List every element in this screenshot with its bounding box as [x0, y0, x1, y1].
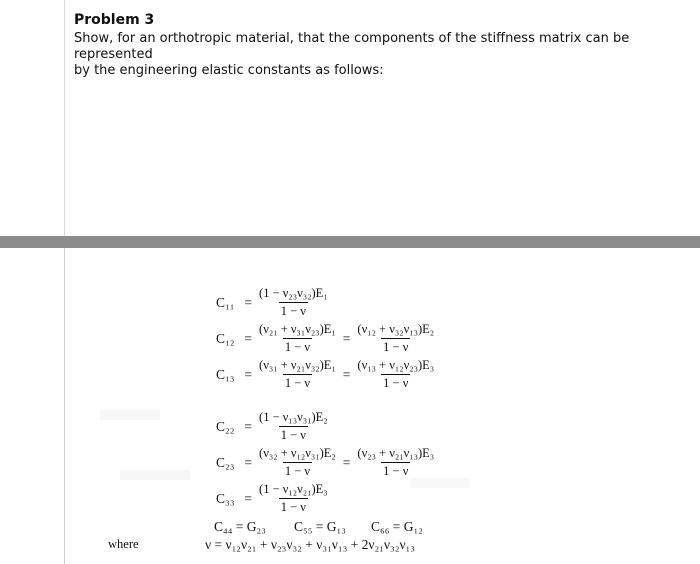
equals-sign: =	[244, 330, 253, 346]
c22-fraction	[257, 410, 330, 443]
where-label: where	[108, 537, 139, 551]
c33-symbol: C₃₃	[216, 490, 235, 506]
c11-fraction	[257, 286, 330, 319]
bleed-through-artifact	[100, 410, 160, 420]
equals-sign: =	[244, 294, 253, 310]
equation-c33	[216, 482, 330, 515]
equals-sign: =	[342, 330, 351, 346]
equation-c23	[216, 446, 436, 479]
c23-denominator-2: 1 − ν	[383, 464, 409, 478]
equals-sign: =	[244, 366, 253, 382]
c33-fraction	[257, 482, 330, 515]
c13-symbol: C₁₃	[216, 366, 235, 382]
c33-denominator: 1 − ν	[280, 500, 306, 514]
c22-symbol: C₂₂	[216, 418, 235, 434]
equation-c44: C₄₄ = G₂₃	[214, 519, 266, 534]
equals-sign: =	[342, 454, 351, 470]
c23-numerator-1: (ν₃₂ + ν₁₂ν₃₁)E₂	[259, 446, 336, 460]
c22-numerator: (1 − ν₁₃ν₃₁)E₂	[259, 410, 328, 424]
c13-denominator-1: 1 − ν	[284, 376, 311, 390]
c12-numerator-2: (ν₁₂ + ν₃₂ν₁₃)E₂	[357, 322, 435, 336]
c23-symbol: C₂₃	[216, 454, 235, 470]
problem-statement	[74, 31, 674, 79]
separator-band	[0, 236, 700, 248]
c13-numerator-2: (ν₁₃ + ν₁₂ν₂₃)E₃	[357, 358, 435, 372]
c23-numerator-2: (ν₂₃ + ν₂₁ν₁₃)E₃	[357, 446, 435, 460]
c13-fraction-1	[257, 358, 338, 391]
c23-fraction-2	[355, 446, 436, 479]
c12-fraction-2	[355, 322, 436, 355]
equation-c13	[216, 358, 436, 391]
c22-denominator: 1 − ν	[280, 428, 306, 442]
problem-statement-line-1: Show, for an orthotropic material, that the components of the stiffness matrix can be represented	[74, 31, 630, 62]
c33-numerator: (1 − ν₁₂ν₂₁)E₃	[259, 482, 328, 496]
equals-sign: =	[342, 366, 351, 382]
c12-symbol: C₁₂	[216, 330, 235, 346]
equation-c12	[216, 322, 436, 355]
c11-denominator: 1 − ν	[280, 304, 306, 318]
equation-c55: C₅₅ = G₁₃	[294, 519, 346, 534]
c12-denominator-2: 1 − ν	[383, 340, 409, 354]
c12-numerator-1: (ν₂₁ + ν₃₁ν₂₃)E₁	[259, 322, 336, 336]
equation-image-panel	[64, 248, 700, 564]
c12-denominator-1: 1 − ν	[284, 340, 311, 354]
c23-fraction-1	[257, 446, 338, 479]
c13-fraction-2	[355, 358, 436, 391]
c12-fraction-1	[257, 322, 338, 355]
c23-denominator-1: 1 − ν	[284, 464, 311, 478]
equals-sign: =	[244, 490, 253, 506]
bleed-through-artifact	[410, 478, 470, 488]
c11-symbol: C₁₁	[216, 294, 235, 310]
equation-c22	[216, 410, 330, 443]
c13-denominator-2: 1 − ν	[383, 376, 409, 390]
problem-title: Problem 3	[74, 12, 155, 28]
bleed-through-artifact	[120, 470, 190, 480]
equation-c66: C₆₆ = G₁₂	[371, 519, 423, 534]
c11-numerator: (1 − ν₂₃ν₃₂)E₁	[259, 286, 328, 300]
equation-c11	[216, 286, 330, 319]
equals-sign: =	[244, 418, 253, 434]
nu-definition: ν = ν₁₂ν₂₁ + ν₂₃ν₃₂ + ν₃₁ν₁₃ + 2ν₂₁ν₃₂ν₁₃	[205, 537, 415, 552]
equals-sign: =	[244, 454, 253, 470]
problem-statement-line-2: by the engineering elastic constants as follows:	[74, 63, 384, 78]
c13-numerator-1: (ν₃₁ + ν₂₁ν₃₂)E₁	[259, 358, 336, 372]
